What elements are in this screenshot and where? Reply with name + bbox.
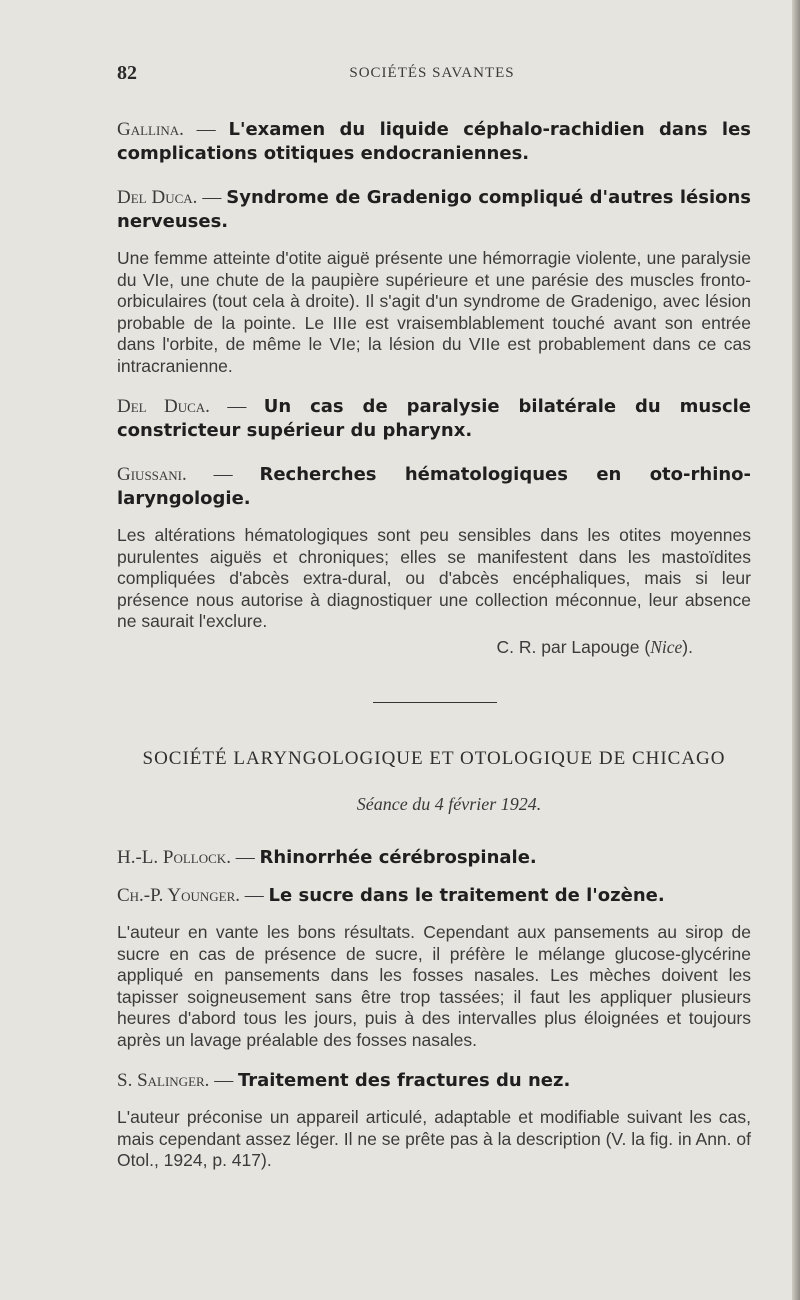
page-edge-shadow bbox=[792, 0, 800, 1300]
entry-heading bbox=[117, 463, 751, 511]
entry-heading bbox=[117, 846, 751, 870]
entry-author: Del Duca. bbox=[117, 396, 210, 417]
page-number: 82 bbox=[117, 62, 137, 84]
entry-author: Del Duca. bbox=[117, 187, 198, 208]
entry-author: Giussani. bbox=[117, 464, 187, 485]
entry-body: L'auteur en vante les bons résultats. Cependant aux pansements au sirop de sucre en cas de présence de sucre, il préfère le mélange glucose-glycérine appliqué en pansements dans les fosses nasales. Les mèches doivent les tapisser soigneusement sans être trop tassées; il faut les appliquer plusieurs heures d'abord tous les jours, puis à des intervalles plus éloignées et toujours après un lavage préalable des fosses nasales. bbox=[117, 922, 751, 1050]
entry-title: Traitement des fractures du nez. bbox=[237, 1070, 571, 1091]
entry-author: H.-L. Pollock. bbox=[117, 847, 231, 868]
entry-author: S. Salinger. bbox=[117, 1070, 210, 1091]
entry-dash: — bbox=[227, 396, 247, 417]
entry-title: Un cas de paralysie bilatérale du muscle constricteur supérieur du pharynx. bbox=[117, 396, 751, 441]
signature-text: C. R. par Lapouge bbox=[496, 636, 640, 657]
entry-title: Le sucre dans le traitement de l'ozène. bbox=[268, 885, 665, 906]
upper-section bbox=[117, 118, 751, 658]
entry-dash: — bbox=[235, 847, 255, 868]
session-date: Séance du 4 février 1924. bbox=[356, 794, 542, 814]
society-heading: SOCIÉTÉ LARYNGOLOGIQUE ET OTOLOGIQUE DE CHICAGO bbox=[142, 748, 726, 769]
entry-heading bbox=[117, 884, 751, 908]
entry-title: Syndrome de Gradenigo compliqué d'autres lésions nerveuses. bbox=[117, 187, 752, 232]
entry-dash: — bbox=[202, 187, 222, 208]
entry-author: Gallina. bbox=[117, 119, 184, 140]
lower-section bbox=[117, 846, 751, 1172]
entry-body: Les altérations hématologiques sont peu sensibles dans les otites moyennes purulentes aiguës et chroniques; elles se manifestent dans les mastoïdites compliquées d'abcès extra-dural, ou d'abcès encéphaliques, mais si leur présence nous autorise à diagnostiquer une collection méconnue, leur absence ne saurait l'exclure. bbox=[117, 525, 751, 631]
entry-title: Recherches hématologiques en oto-rhino-laryngologie. bbox=[117, 464, 752, 509]
section-divider bbox=[373, 702, 497, 703]
entry-title: Rhinorrhée cérébrospinale. bbox=[259, 847, 537, 868]
entry-body: L'auteur préconise un appareil articulé, adaptable et modifiable suivant les cas, mais cependant assez léger. Il ne se prête pas à la description (V. la fig. in Ann. of Otol., 1924, p. 417). bbox=[117, 1107, 751, 1170]
entry-dash: — bbox=[214, 1070, 234, 1091]
entry-title: L'examen du liquide céphalo-rachidien dans les complications otitiques endocraniennes. bbox=[117, 119, 751, 164]
entry-dash: — bbox=[213, 464, 233, 485]
entry-author: Ch.-P. Younger. bbox=[117, 885, 241, 906]
entry-heading bbox=[117, 1069, 751, 1093]
signature-place: Nice bbox=[650, 636, 683, 657]
entry-heading bbox=[117, 186, 751, 234]
entry-body: Une femme atteinte d'otite aiguë présente une hémorragie violente, une paralysie du VIe, une chute de la paupière supérieure et une parésie des muscles fronto-orbiculaires (tout cela à droite). Il s'agit d'un syndrome de Gradenigo, avec lésion probable de la pointe. Le IIIe est vraisemblablement touché avant son entrée dans l'orbite, de même le VIe; la lésion du VIIe est probablement dans ce cas intracranienne. bbox=[117, 248, 751, 376]
page-header bbox=[117, 62, 747, 88]
entry-dash: — bbox=[196, 119, 216, 140]
entry-heading bbox=[117, 395, 751, 443]
entry-dash: — bbox=[244, 885, 264, 906]
entry-heading bbox=[117, 118, 751, 166]
running-title: SOCIÉTÉS SAVANTES bbox=[349, 65, 515, 81]
signature: C. R. par Lapouge (Nice). bbox=[496, 636, 693, 657]
